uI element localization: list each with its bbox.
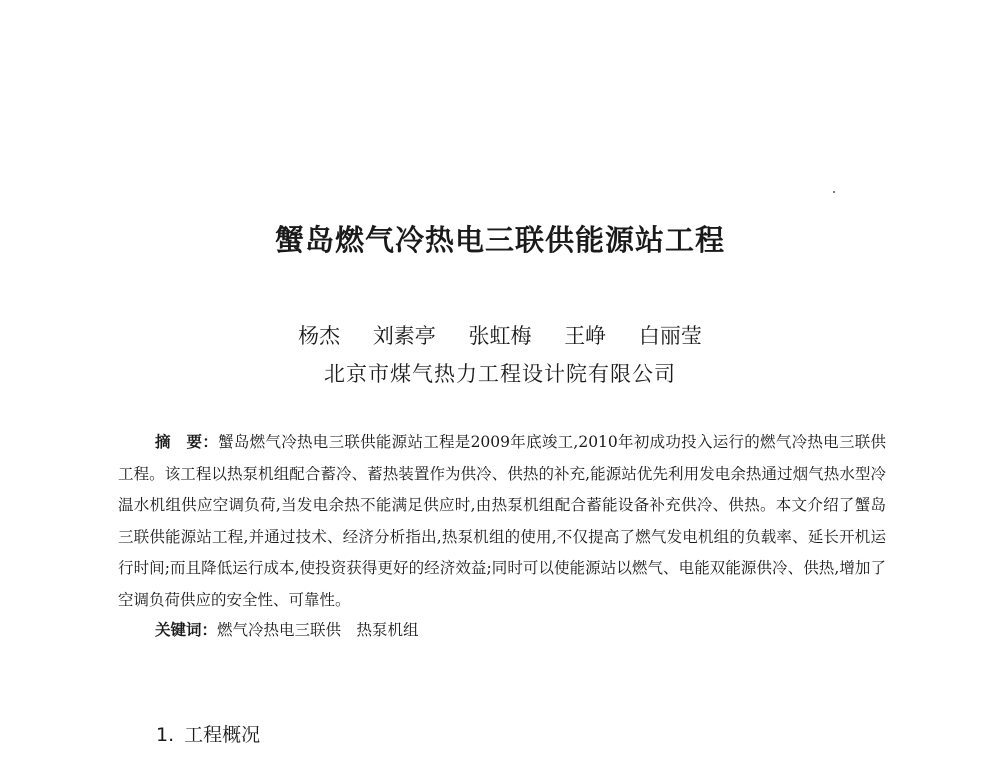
keywords-text: 燃气冷热电三联供 热泵机组 — [217, 621, 419, 639]
author-list — [0, 320, 1000, 350]
keywords — [155, 618, 419, 640]
scan-speck — [833, 191, 835, 193]
section-title: 工程概况 — [184, 724, 261, 746]
section-heading — [156, 720, 260, 747]
author-name: 杨杰 — [298, 324, 341, 348]
author-name: 白丽莹 — [638, 324, 702, 348]
section-number: 1. — [156, 724, 175, 746]
paper-title: 蟹岛燃气冷热电三联供能源站工程 — [274, 223, 725, 257]
abstract — [118, 426, 886, 617]
abstract-text: 蟹岛燃气冷热电三联供能源站工程是2009年底竣工,2010年初成功投入运行的燃气冷热电三联供工程。该工程以热泵机组配合蓄冷、蓄热装置作为供冷、供热的补充,能源站优先利用发电余热通过烟气热水型冷温水机组供应空调负荷,当发电余热不能满足供应时,由热泵机组配合蓄能设备补充供冷、供热。本文介绍了蟹岛三联供能源站工程,并通过技术、经济分析指出,热泵机组的使用,不仅提高了燃气发电机组的负载率、延长开机运行时间;而且降低运行成本,使投资获得更好的经济效益;同时可以使能源站以燃气、电能双能源供冷、供热,增加了空调负荷供应的安全性、可靠性。 — [118, 433, 886, 609]
author-name: 张虹梅 — [468, 324, 532, 348]
keywords-label: 关键词： — [155, 620, 218, 639]
abstract-label: 摘 要： — [155, 432, 219, 451]
author-name: 刘素亭 — [372, 324, 436, 348]
author-affiliation: 北京市煤气热力工程设计院有限公司 — [324, 362, 676, 386]
author-name: 王峥 — [564, 324, 607, 348]
